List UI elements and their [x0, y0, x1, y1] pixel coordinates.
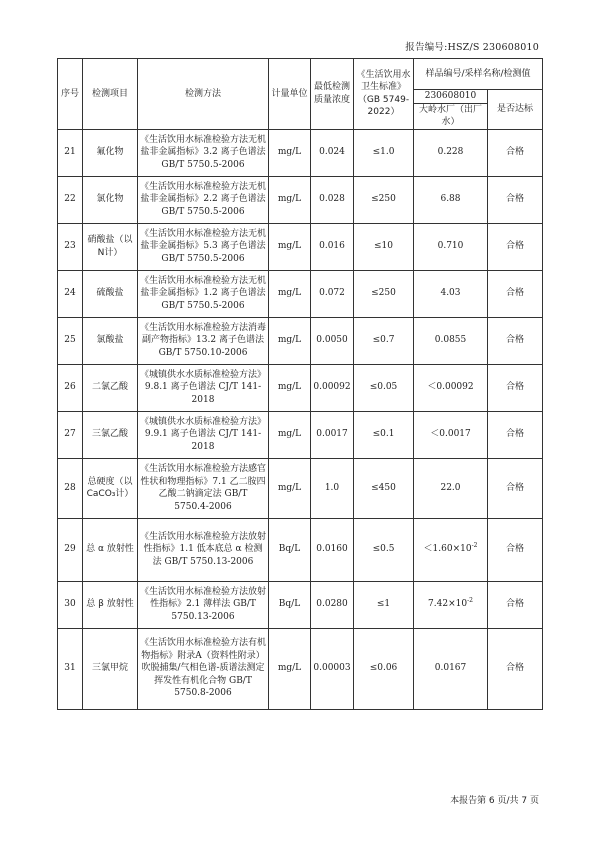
row-min-conc: 1.0	[311, 458, 354, 518]
row-min-conc: 0.00092	[311, 364, 354, 411]
row-value: $7.42\times 10^{-2}$	[414, 581, 488, 628]
page-footer: 本报告第 6 页/共 7 页	[450, 796, 539, 806]
row-result: 合格	[488, 458, 543, 518]
header-sample-id: 230608010	[414, 90, 488, 104]
header-sample-name: 大岭水厂（出厂水）	[414, 103, 488, 129]
row-result: 合格	[488, 223, 543, 270]
table-row	[58, 628, 543, 709]
table-row	[58, 518, 543, 581]
table-row	[58, 270, 543, 317]
row-seq: 29	[58, 518, 83, 581]
row-unit: mg/L	[269, 364, 311, 411]
row-seq: 24	[58, 270, 83, 317]
table-row	[58, 364, 543, 411]
row-seq: 22	[58, 176, 83, 223]
row-item: 总 β 放射性	[83, 581, 138, 628]
row-value: 6.88	[414, 176, 488, 223]
row-unit: mg/L	[269, 411, 311, 458]
row-min-conc: 0.00003	[311, 628, 354, 709]
value-exponent: -2	[467, 597, 473, 605]
row-item: 二氯乙酸	[83, 364, 138, 411]
row-value: $<1.60\times 10^{-2}$	[414, 518, 488, 581]
row-limit: ≤450	[354, 458, 414, 518]
row-value: 4.03	[414, 270, 488, 317]
row-seq: 28	[58, 458, 83, 518]
row-result: 合格	[488, 628, 543, 709]
table-body	[58, 129, 543, 709]
row-method: 《生活饮用水标准检验方法放射性指标》2.1 薄样法 GB/T 5750.13-2006	[138, 581, 269, 628]
row-unit: mg/L	[269, 129, 311, 176]
row-limit: ≤0.5	[354, 518, 414, 581]
row-limit: ≤0.05	[354, 364, 414, 411]
row-limit: ≤0.1	[354, 411, 414, 458]
row-limit: ≤1.0	[354, 129, 414, 176]
header-seq: 序号	[58, 59, 83, 130]
row-limit: ≤250	[354, 176, 414, 223]
row-min-conc: 0.0280	[311, 581, 354, 628]
row-value: 0.228	[414, 129, 488, 176]
row-method: 《生活饮用水标准检验方法有机物指标》附录A（资料性附录）吹脱捕集/气相色谱-质谱法测定挥发性有机化合物 GB/T 5750.8-2006	[138, 628, 269, 709]
row-value: 0.0855	[414, 317, 488, 364]
header-method: 检测方法	[138, 59, 269, 130]
header-item: 检测项目	[83, 59, 138, 130]
row-result: 合格	[488, 176, 543, 223]
row-result: 合格	[488, 129, 543, 176]
row-item: 氟化物	[83, 129, 138, 176]
row-unit: Bq/L	[269, 581, 311, 628]
row-result: 合格	[488, 581, 543, 628]
row-unit: Bq/L	[269, 518, 311, 581]
row-value: 0.710	[414, 223, 488, 270]
row-method: 《生活饮用水标准检验方法无机盐非金属指标》2.2 离子色谱法 GB/T 5750.5-2006	[138, 176, 269, 223]
row-value: 0.0167	[414, 628, 488, 709]
row-seq: 31	[58, 628, 83, 709]
row-method: 《生活饮用水标准检验方法放射性指标》1.1 低本底总 α 检测法 GB/T 5750.13-2006	[138, 518, 269, 581]
header-standard: 《生活饮用水卫生标准》（GB 5749-2022）	[354, 59, 414, 130]
row-value: ＜0.0017	[414, 411, 488, 458]
row-method: 《生活饮用水标准检验方法无机盐非金属指标》5.3 离子色谱法 GB/T 5750.5-2006	[138, 223, 269, 270]
row-item: 氯化物	[83, 176, 138, 223]
header-sample-group: 样品编号/采样名称/检测值	[414, 59, 543, 90]
row-min-conc: 0.0017	[311, 411, 354, 458]
row-seq: 30	[58, 581, 83, 628]
row-method: 《城镇供水水质标准检验方法》 9.8.1 离子色谱法 CJ/T 141-2018	[138, 364, 269, 411]
row-min-conc: 0.0160	[311, 518, 354, 581]
row-unit: mg/L	[269, 628, 311, 709]
table-row	[58, 176, 543, 223]
row-seq: 27	[58, 411, 83, 458]
row-min-conc: 0.016	[311, 223, 354, 270]
table-row	[58, 129, 543, 176]
row-item: 总硬度（以CaCO₃计）	[83, 458, 138, 518]
row-limit: ≤0.06	[354, 628, 414, 709]
row-unit: mg/L	[269, 458, 311, 518]
row-seq: 21	[58, 129, 83, 176]
value-exponent: -2	[471, 542, 478, 550]
row-method: 《生活饮用水标准检验方法无机盐非金属指标》3.2 离子色谱法 GB/T 5750.5-2006	[138, 129, 269, 176]
table-row	[58, 317, 543, 364]
row-item: 总 α 放射性	[83, 518, 138, 581]
row-limit: ≤250	[354, 270, 414, 317]
row-result: 合格	[488, 364, 543, 411]
row-limit: ≤10	[354, 223, 414, 270]
report-number: 报告编号:HSZ/S 230608010	[405, 42, 539, 53]
row-item: 三氯乙酸	[83, 411, 138, 458]
header-unit: 计量单位	[269, 59, 311, 130]
row-result: 合格	[488, 317, 543, 364]
results-table	[57, 58, 543, 710]
table-row	[58, 458, 543, 518]
row-method: 《城镇供水水质标准检验方法》 9.9.1 离子色谱法 CJ/T 141-2018	[138, 411, 269, 458]
row-method: 《生活饮用水标准检验方法无机盐非金属指标》1.2 离子色谱法 GB/T 5750.5-2006	[138, 270, 269, 317]
row-value: ＜0.00092	[414, 364, 488, 411]
row-value: 22.0	[414, 458, 488, 518]
row-item: 氯酸盐	[83, 317, 138, 364]
row-item: 硝酸盐（以N计）	[83, 223, 138, 270]
table-row	[58, 223, 543, 270]
row-limit: ≤0.7	[354, 317, 414, 364]
row-min-conc: 0.0050	[311, 317, 354, 364]
table-row	[58, 581, 543, 628]
table-row	[58, 411, 543, 458]
row-unit: mg/L	[269, 317, 311, 364]
row-result: 合格	[488, 518, 543, 581]
row-method: 《生活饮用水标准检验方法消毒副产物指标》13.2 离子色谱法 GB/T 5750.10-2006	[138, 317, 269, 364]
row-result: 合格	[488, 270, 543, 317]
row-method: 《生活饮用水标准检验方法感官性状和物理指标》7.1 乙二胺四乙酸二钠滴定法 GB/T 5750.4-2006	[138, 458, 269, 518]
row-min-conc: 0.072	[311, 270, 354, 317]
row-item: 硫酸盐	[83, 270, 138, 317]
row-limit: ≤1	[354, 581, 414, 628]
header-min-conc: 最低检测质量浓度	[311, 59, 354, 130]
row-seq: 26	[58, 364, 83, 411]
row-seq: 23	[58, 223, 83, 270]
row-unit: mg/L	[269, 176, 311, 223]
row-unit: mg/L	[269, 223, 311, 270]
row-min-conc: 0.024	[311, 129, 354, 176]
row-result: 合格	[488, 411, 543, 458]
header-pass: 是否达标	[488, 90, 543, 130]
row-item: 三氯甲烷	[83, 628, 138, 709]
row-min-conc: 0.028	[311, 176, 354, 223]
row-seq: 25	[58, 317, 83, 364]
row-unit: mg/L	[269, 270, 311, 317]
